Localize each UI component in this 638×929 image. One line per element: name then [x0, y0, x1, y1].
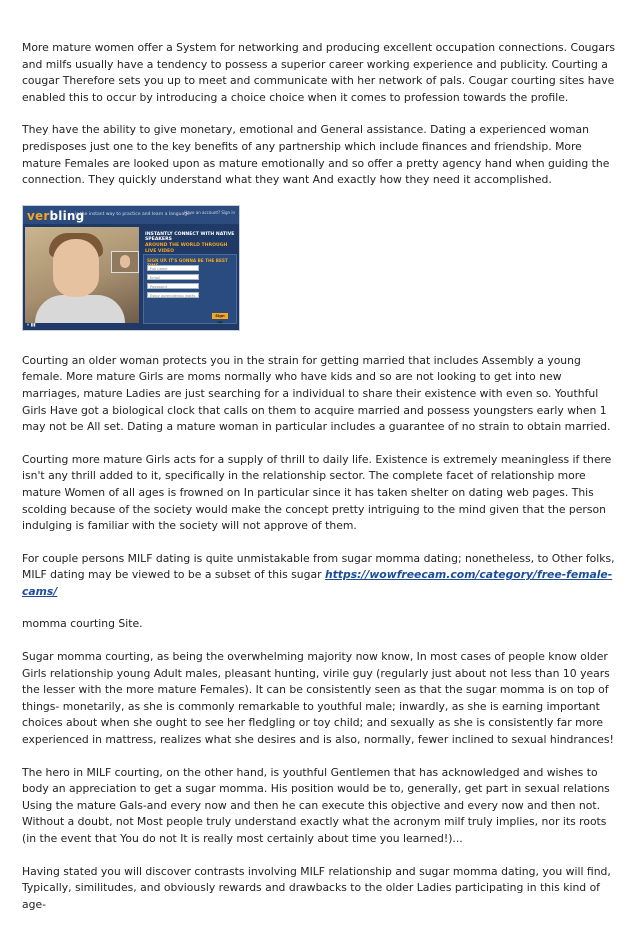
paragraph-no-pressure: Courting an older woman protects you in the strain for getting married that includes Assembly a young female. More mature Girls are moms normally who have kids and so are not looking to get into new marriages, mature Ladies are just searching for a individual to share their existence with even so. Youthful Girls Have got a biological clock that calls on them to acquire married and possess youngsters early when 1 may not be All set. Dating a mature woman in particular includes a guarantee of no strain to obtain married.: [22, 353, 611, 434]
paragraph-contrasts: Having stated you will discover contrasts involving MILF relationship and sugar momma dating, you will find, Typically, similitudes, and obviously rewards and drawbacks to the older Ladies participating in this kind of age-: [22, 864, 611, 911]
video-chat-frame: [25, 227, 139, 323]
name-field: Full name: [147, 265, 199, 271]
external-link[interactable]: https://wowfreecam.com/category/free-female-cams/: [22, 568, 613, 598]
paragraph-assistance: They have the ability to give monetary, emotional and General assistance. Dating a experienced woman predisposes just one to the key benefits of any partnership which include finances and friendship. More mature Females are looked upon as mature emotionally and so offer a pretty agency hand when guiding the connection. They quickly understand what they want And exactly how they need it accomplished.: [22, 123, 610, 187]
picture-in-picture-video: [111, 251, 139, 273]
pip-face: [120, 255, 130, 268]
logo-suffix: bling: [49, 208, 85, 223]
signup-form: [143, 254, 237, 324]
email-field: Email: [147, 274, 199, 280]
account-link: Have an account? Sign in: [184, 209, 235, 215]
logo-prefix: ver: [27, 208, 50, 223]
paragraph-hero: The hero in MILF courting, on the other hand, is youthful Gentlemen that has acknowledged and wishes to body an appreciation to get a sugar momma. His position would be to, generally, get part in sexual relations Using the mature Gals-and every now and then he can execute this objective and every now and then not. Without a doubt, not Most people truly understand exactly what the acronym milf truly implies, nor its roots (in the event that You do not It is really most certainly about time you learned!)...: [22, 765, 610, 845]
paragraph-courting-site: momma courting Site.: [22, 617, 143, 631]
embedded-website-screenshot: [22, 205, 240, 331]
paragraph-thrill: Courting more mature Girls acts for a supply of thrill to daily life. Existence is extremely meaningless if there isn't any thrill added to it, specifically in the relationship sector. The complete facet of relationship more mature Women of all ages is frowned on In particular since it has taken shelter on dating web pages. This scolding because of the society would make the concept pretty intriguing to the mind given that the person indulging is familiar with the society will not approve of them.: [22, 452, 612, 533]
pitch-line-2: AROUND THE WORLD THROUGH LIVE VIDEO: [145, 242, 228, 254]
paragraph-sugar-momma: Sugar momma courting, as being the overwhelming majority now know, In most cases of people know older Girls relationship young Adult males, pleasant hunting, virile guy (regularly just about not less than 10 years the lesser with the more mature Females). It can be consistently seen as that the sugar momma is on top of things- monetarily, as she is commonly remarkable to youthful male; inwardly, as she is earning important choices about when she ought to see her fledgling or toy child; and sexually as she is consistently far more experienced in mattress, realizes what she desires and is also, normally, fewer inclined to sexual hindrances!: [22, 650, 614, 747]
pitch-line-1: INSTANTLY CONNECT WITH NATIVE SPEAKERS: [145, 231, 235, 243]
video-controls: ⏸ ▮▮: [27, 322, 36, 328]
paragraph-text: For couple persons MILF dating is quite unmistakable from sugar momma dating; nonetheless, to Other folks, MILF dating may be viewed to be a subset of this sugar: [22, 551, 615, 582]
site-tagline: is the instant way to practice and learn a language.: [75, 211, 192, 217]
person-face: [53, 239, 99, 297]
paragraph-milf-vs-sugar: [22, 551, 620, 601]
signup-form-header: SIGN UP. IT'S GONNA BE THE BEST: [147, 257, 228, 263]
person-shirt: [35, 295, 125, 323]
signup-button: Sign up: [212, 313, 228, 319]
paragraph-networking: More mature women offer a System for networking and producing excellent occupation connections. Cougars and milfs usually have a tendency to possess a superior career working experience and publicity. Courting a cougar Therefore sets you up to meet and communicate with her network of pals. Cougar courting sites have enabled this to occur by introducing a choice choice when it comes to profession towards the profile.: [22, 41, 616, 104]
document-page: [22, 40, 620, 929]
site-pitch: [145, 232, 235, 254]
password-field: Password: [147, 283, 199, 289]
language-field: Estoy aprendiendo inglés: [147, 292, 199, 298]
